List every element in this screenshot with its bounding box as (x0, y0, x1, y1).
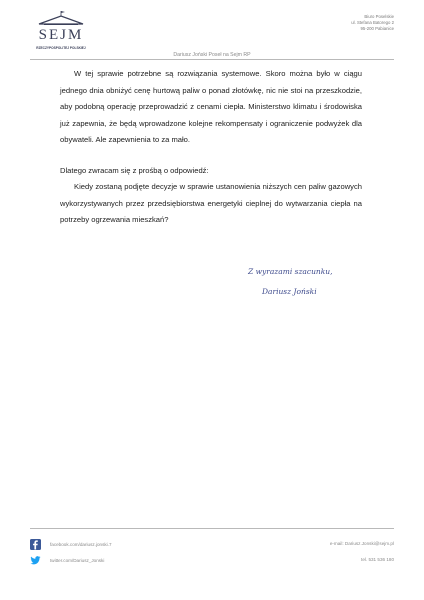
body-paragraph-1: W tej sprawie potrzebne są rozwiązania systemowe. Skoro można było w ciągu jednego dnia obniżyć cenę hurtową paliw o ponad złotówkę, nic nie stoi na przeszkodzie, aby podobną operację przeprowadzić z cenami ciepła. Ministerstwo klimatu i środowiska już zapewnia, że będą wprowadzone kolejne rekompensaty i ograniczenie podwyżek dla obywateli. Ale zapewnienia to za mało. (60, 69, 362, 144)
office-address (351, 14, 394, 33)
logo-wordmark: SEJM (38, 27, 84, 43)
body-paragraph-2: Dlatego zwracam się z prośbą o odpowiedź: (60, 166, 209, 175)
office-line: 95-200 Pabianice (360, 26, 394, 32)
footer-facebook (30, 538, 112, 550)
signature-name: Dariusz Joński (262, 287, 317, 296)
header-divider (30, 59, 394, 60)
footer-twitter (30, 554, 104, 566)
twitter-link[interactable]: twitter.com/Dariusz_Jonski (50, 557, 105, 563)
sejm-logo (30, 10, 92, 50)
closing-greeting: Z wyrazami szacunku, (248, 267, 333, 276)
twitter-icon (30, 555, 41, 566)
facebook-icon (30, 539, 41, 550)
sejm-emblem-icon (30, 10, 92, 28)
logo-subtitle: RZECZYPOSPOLITEJ POLSKIEJ (36, 46, 86, 50)
footer-phone: tel. 531 536 180 (361, 557, 394, 562)
office-line: Biuro Poselskie (364, 14, 394, 19)
footer-divider (30, 528, 394, 529)
header-title: Dariusz Joński Poseł na Sejm RP (173, 52, 251, 58)
footer-email[interactable]: e-mail: Dariusz.Jonski@sejm.pl (329, 541, 394, 546)
facebook-link[interactable]: facebook.com/dariusz.jonski.7 (50, 541, 112, 547)
office-line: ul. Stefana Batorego 2 (351, 20, 394, 26)
question-paragraph: Kiedy zostaną podjęte decyzje w sprawie ustanowienia niższych cen paliw gazowych wykorzystywanych przez przedsiębiorstwa energetyki cieplnej do wytwarzania ciepła na potrzeby ogrzewania mieszkań? (60, 182, 362, 224)
closing-signature (248, 262, 333, 302)
